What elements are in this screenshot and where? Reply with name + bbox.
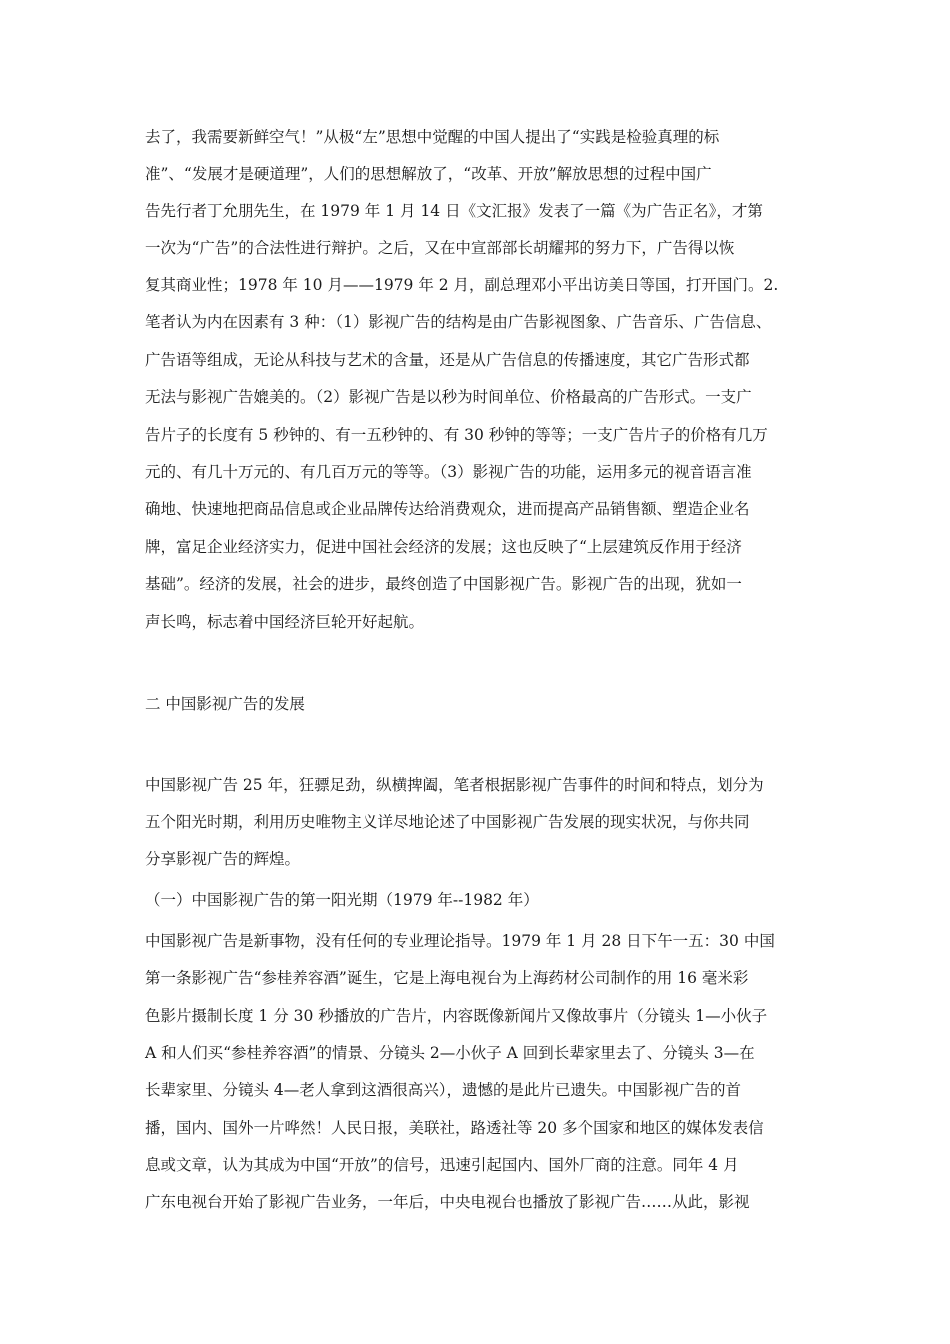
- paragraph-line: 色影片摄制长度 1 分 30 秒播放的广告片，内容既像新闻片又像故事片（分镜头 1—小伙子: [145, 1007, 768, 1025]
- paragraph-line: 准”、“发展才是硬道理”，人们的思想解放了，“改革、开放”解放思想的过程中国广: [145, 165, 712, 183]
- paragraph-line: 牌，富足企业经济实力，促进中国社会经济的发展；这也反映了“上层建筑反作用于经济: [145, 538, 742, 556]
- paragraph-line: 复其商业性；1978 年 10 月——1979 年 2 月，副总理邓小平出访美日等国，打开国门。2.: [145, 276, 779, 294]
- paragraph-line: 中国影视广告 25 年，狂骠足劲，纵横捭阖，笔者根据影视广告事件的时间和特点，划分为: [145, 776, 764, 794]
- paragraph-line: 分享影视广告的辉煌。: [145, 850, 301, 868]
- paragraph-line: 一次为“广告”的合法性进行辩护。之后，又在中宣部部长胡耀邦的努力下，广告得以恢: [145, 239, 735, 257]
- paragraph-line: 告先行者丁允朋先生，在 1979 年 1 月 14 日《文汇报》发表了一篇《为广告正名》，才第: [145, 202, 763, 220]
- paragraph-line: 长辈家里、分镜头 4—老人拿到这酒很高兴），遗憾的是此片已遗失。中国影视广告的首: [145, 1081, 742, 1099]
- paragraph-line: 去了，我需要新鲜空气！”从极“左”思想中觉醒的中国人提出了“实践是检验真理的标: [145, 128, 720, 146]
- paragraph-line: 第一条影视广告“参桂养容酒”诞生，它是上海电视台为上海药材公司制作的用 16 毫米彩: [145, 969, 749, 987]
- paragraph-line: 中国影视广告是新事物，没有任何的专业理论指导。1979 年 1 月 28 日下午一五：30 中国: [145, 932, 775, 950]
- paragraph-line: 息或文章，认为其成为中国“开放”的信号，迅速引起国内、国外厂商的注意。同年 4 月: [145, 1156, 739, 1174]
- paragraph-line: 声长鸣，标志着中国经济巨轮开好起航。: [145, 613, 425, 631]
- paragraph-line: 无法与影视广告媲美的。（2）影视广告是以秒为时间单位、价格最高的广告形式。一支广: [145, 388, 752, 406]
- paragraph-line: 基础”。经济的发展，社会的进步，最终创造了中国影视广告。影视广告的出现，犹如一: [145, 575, 742, 593]
- paragraph-line: 广东电视台开始了影视广告业务，一年后，中央电视台也播放了影视广告……从此，影视: [145, 1193, 750, 1211]
- paragraph-line: 元的、有几十万元的、有几百万元的等等。（3）影视广告的功能，运用多元的视音语言准: [145, 463, 752, 481]
- subheading: （一）中国影视广告的第一阳光期（1979 年--1982 年）: [145, 891, 539, 909]
- paragraph-line: 广告语等组成，无论从科技与艺术的含量，还是从广告信息的传播速度，其它广告形式都: [145, 351, 750, 369]
- paragraph-line: 播，国内、国外一片哗然！人民日报，美联社，路透社等 20 多个国家和地区的媒体发表信: [145, 1119, 764, 1137]
- paragraph-line: 五个阳光时期，利用历史唯物主义详尽地论述了中国影视广告发展的现实状况，与你共同: [145, 813, 750, 831]
- paragraph-line: 笔者认为内在因素有 3 种：（1）影视广告的结构是由广告影视图象、广告音乐、广告信息、: [145, 313, 772, 331]
- paragraph-line: A 和人们买“参桂养容酒”的情景、分镜头 2—小伙子 A 回到长辈家里去了、分镜头 3—在: [145, 1044, 755, 1062]
- paragraph-line: 确地、快速地把商品信息或企业品牌传达给消费观众，进而提高产品销售额、塑造企业名: [145, 500, 750, 518]
- section-heading: 二 中国影视广告的发展: [145, 695, 305, 713]
- paragraph-line: 告片子的长度有 5 秒钟的、有一五秒钟的、有 30 秒钟的等等；一支广告片子的价格有几万: [145, 426, 768, 444]
